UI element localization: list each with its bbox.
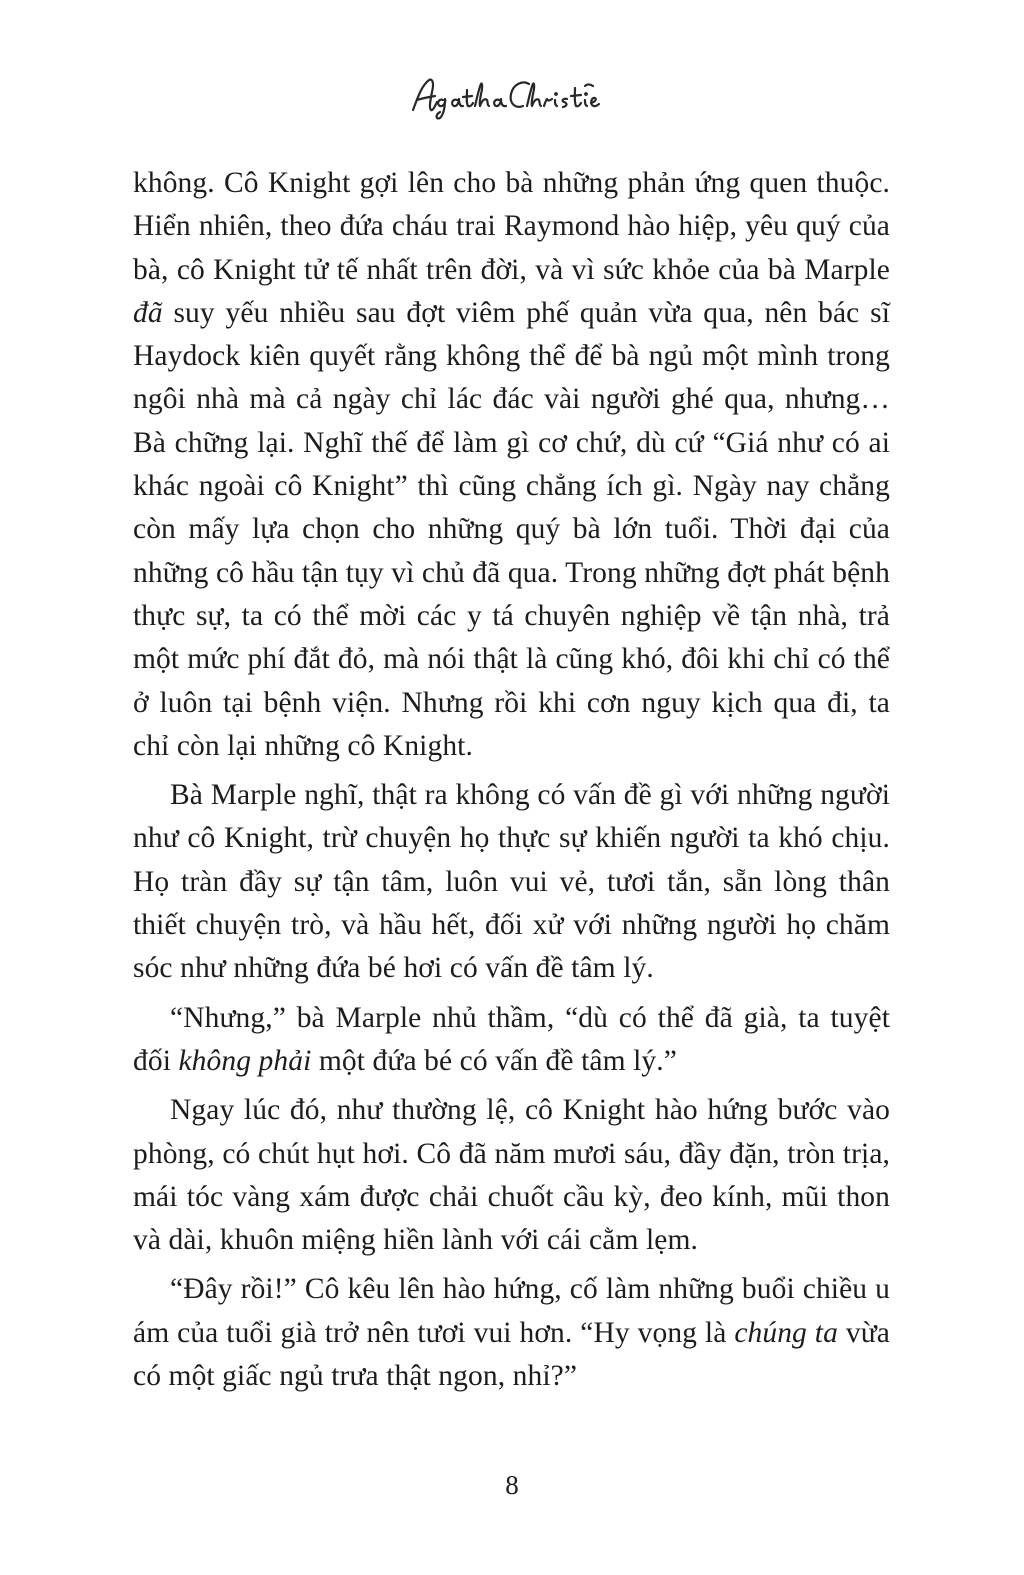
text-segment: Bà Marple nghĩ, thật ra không có vấn đề gì với những người như cô Knight, trừ chuyện họ thực sự khiến người ta khó chịu. Họ tràn đầy sự tận tâm, luôn vui vẻ, tươi tắn, sẵn lòng thân thiết chuyện trò, và hầu hết, đối xử với những người họ chăm sóc như những đứa bé hơi có vấn đề tâm lý. — [133, 779, 890, 985]
text-segment: một đứa bé có vấn đề tâm lý.” — [311, 1044, 677, 1077]
text-segment: Ngay lúc đó, như thường lệ, cô Knight hào hứng bước vào phòng, có chút hụt hơi. Cô đã năm mươi sáu, đầy đặn, tròn trịa, mái tóc vàng xám được chải chuốt cầu kỳ, đeo kính, mũi thon và dài, khuôn miệng hiền lành với cái cằm lẹm. — [133, 1094, 890, 1257]
italic-text: không phải — [178, 1044, 312, 1077]
text-segment: suy yếu nhiều sau đợt viêm phế quản vừa qua, nên bác sĩ Haydock kiên quyết rằng không thể để bà ngủ một mình trong ngôi nhà mà cả ngày chỉ lác đác vài người ghé qua, nhưng… Bà chững lại. Nghĩ thế để làm gì cơ chứ, dù cứ “Giá như có ai khác ngoài cô Knight” thì cũng chẳng ích gì. Ngày nay chẳng còn mấy lựa chọn cho những quý bà lớn tuổi. Thời đại của những cô hầu tận tụy vì chủ đã qua. Trong những đợt phát bệnh thực sự, ta có thể mời các y tá chuyên nghiệp về tận nhà, trả một mức phí đắt đỏ, mà nói thật là cũng khó, đôi khi chỉ có thể ở luôn tại bệnh viện. Nhưng rồi khi cơn nguy kịch qua đi, ta chỉ còn lại những cô Knight. — [133, 296, 890, 762]
author-signature-header — [0, 70, 1024, 124]
text-segment: không. Cô Knight gợi lên cho bà những phản ứng quen thuộc. Hiển nhiên, theo đứa cháu trai Raymond hào hiệp, yêu quý của bà, cô Knight tử tế nhất trên đời, và vì sức khỏe của bà Marple — [133, 167, 890, 286]
text-segment: vừa có một giấc ngủ trưa thật ngon, nhỉ?” — [133, 1316, 890, 1393]
paragraph — [133, 1268, 890, 1398]
paragraph — [133, 997, 890, 1084]
italic-text: đã — [133, 296, 163, 329]
main-text — [133, 162, 890, 1404]
paragraph — [133, 774, 890, 990]
author-signature-text — [0, 70, 1, 71]
page-number: 8 — [505, 1470, 519, 1500]
text-segment: “Nhưng,” bà Marple nhủ thầm, “dù có thể đã già, ta tuyệt đối — [133, 1001, 890, 1077]
paragraph — [133, 1089, 890, 1262]
author-signature-logo — [407, 70, 617, 124]
paragraph — [133, 162, 890, 768]
text-segment: “Đây rồi!” Cô kêu lên hào hứng, cố làm những buổi chiều u ám của tuổi già trở nên tươi vui hơn. “Hy vọng là — [133, 1273, 890, 1349]
italic-text: chúng ta — [734, 1316, 838, 1349]
